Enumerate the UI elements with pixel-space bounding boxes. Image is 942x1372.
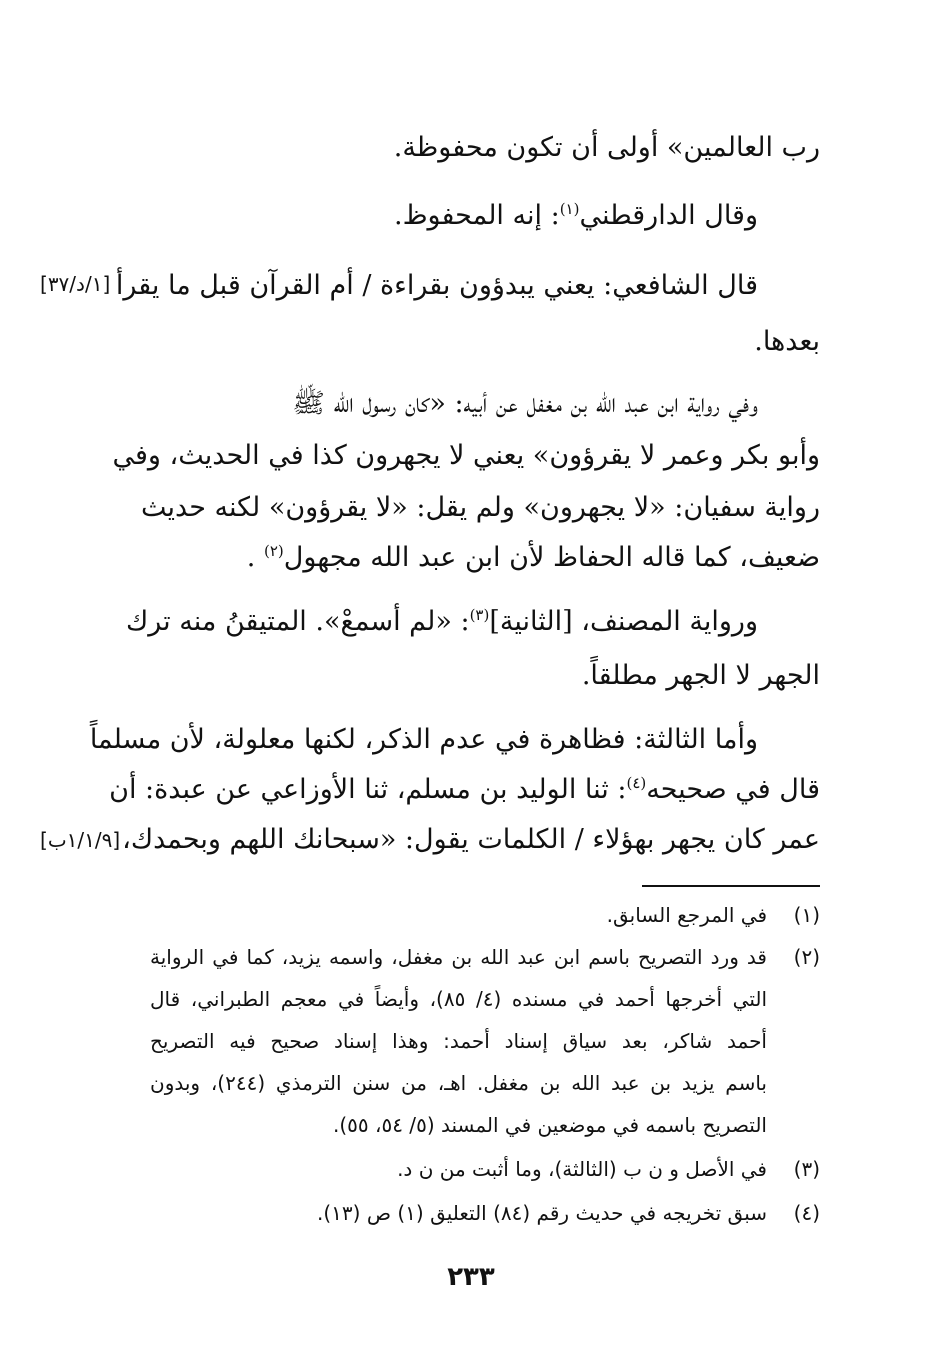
text-line: وأبو بكر وعمر لا يقرؤون» يعني لا يجهرون كذا في الحديث، وفي (112, 440, 820, 471)
footnote-line: التصريح باسمه في موضعين في المسند (٥/ ٥٤، ٥٥). (333, 1113, 767, 1137)
text-line (109, 770, 820, 810)
text-segment: : إنه المحفوظ. (394, 200, 560, 231)
footnote-ref[interactable]: (٣) (469, 606, 490, 624)
text-line: قال الشافعي: يعني يبدؤون بقراءة / أم القرآن قبل ما يقرأ (115, 270, 758, 301)
footnote-number: (٣) (793, 1157, 820, 1181)
footnote-number: (٢) (793, 945, 820, 969)
text-segment: : «لم أسمعْ». المتيقنُ منه ترك (126, 606, 470, 637)
text-segment: وقال الدارقطني (579, 200, 758, 231)
text-segment: قال في صحيحه (646, 774, 820, 805)
text-line: رب العالمين» أولى أن تكون محفوظة. (393, 132, 820, 163)
footnote-line: باسم يزيد بن عبد الله بن مغفل. اهـ، من سنن الترمذي (٢٤٤)، وبدون (150, 1071, 767, 1095)
text-segment: . (246, 542, 256, 573)
text-segment: : ثنا الوليد بن مسلم، ثنا الأوزاعي عن عبدة: أن (109, 774, 627, 805)
text-line: وفي رواية ابن عبد الله بن مغفل عن أبيه: «كان رسول الله ﷺ (292, 388, 758, 419)
text-line: رواية سفيان: «لا يجهرون» ولم يقل: «لا يقرؤون» لكنه حديث (141, 492, 820, 523)
manuscript-folio-marker: [١/١/٩ب] (40, 828, 121, 852)
text-line: بعدها. (754, 326, 820, 357)
text-segment: ورواية المصنف، [الثانية] (489, 606, 758, 637)
manuscript-folio-marker: [١/د/٣٧] (40, 272, 111, 296)
footnote-line: سبق تخريجه في حديث رقم (٨٤) التعليق (١) ص (١٣). (317, 1201, 767, 1225)
text-line (126, 602, 758, 642)
footnote-line: التي أخرجها أحمد في مسنده (٤/ ٨٥)، وأيضاً في معجم الطبراني، قال (150, 987, 767, 1011)
footnote-line: أحمد شاكر، بعد سياق إسناد أحمد: وهذا إسناد صحيح فيه التصريح (150, 1029, 767, 1053)
text-line (394, 196, 758, 236)
footnote-ref[interactable]: (١) (559, 200, 580, 218)
footnote-line: في المرجع السابق. (606, 903, 767, 927)
page-number: ٢٣٣ (447, 1262, 495, 1292)
text-line: وأما الثالثة: فظاهرة في عدم الذكر، لكنها معلولة، لأن مسلماً (89, 724, 758, 755)
footnote-ref[interactable]: (٢) (263, 542, 284, 560)
footnote-line: في الأصل و ن ب (الثالثة)، وما أثبت من ن د. (397, 1157, 767, 1181)
text-line: عمر كان يجهر بهؤلاء / الكلمات يقول: «سبحانك اللهم وبحمدك، (122, 824, 820, 855)
text-line (247, 538, 820, 578)
footnote-ref[interactable]: (٤) (626, 774, 647, 792)
footnote-number: (٤) (793, 1201, 820, 1225)
footnote-separator (642, 885, 820, 887)
footnote-line: قد ورد التصريح باسم ابن عبد الله بن مغفل، واسمه يزيد، كما في الرواية (150, 945, 767, 969)
text-line: الجهر لا الجهر مطلقاً. (581, 660, 820, 691)
footnote-number: (١) (793, 903, 820, 927)
text-segment: ضعيف، كما قاله الحفاظ لأن ابن عبد الله مجهول (283, 542, 820, 573)
